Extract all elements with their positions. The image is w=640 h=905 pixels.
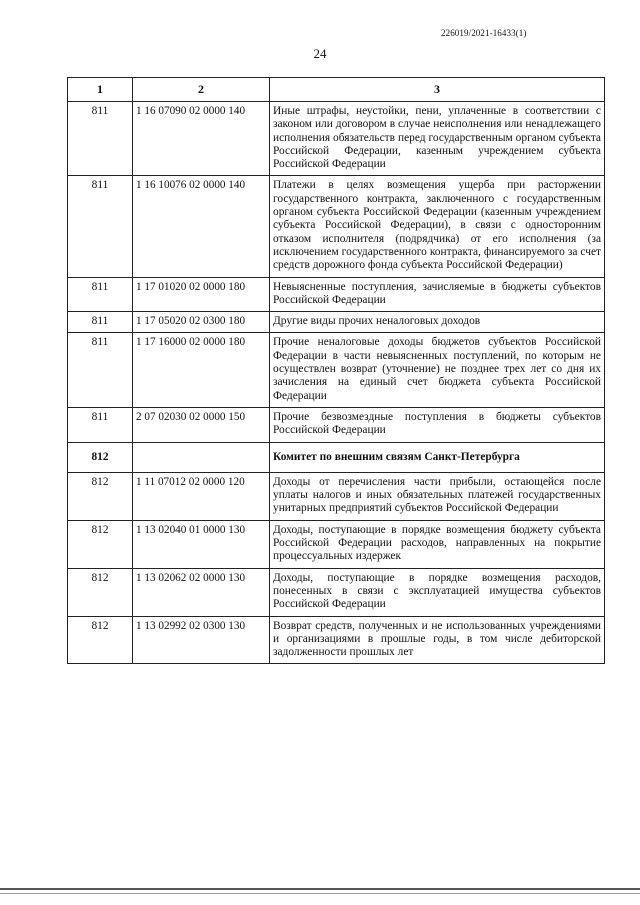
description-cell: Платежи в целях возмещения ущерба при расторжении государственного контракта, заключенного с государственным органом субъекта Российской Федерации (казенным учреждением субъекта Российской Федерации), в связи с односторонним отказом исполнителя (подрядчика) от его исполнения (за исключением государственного контракта, финансируемого за счет средств дорожного фонда субъекта Российской Федерации) (270, 176, 605, 277)
budget-code-cell: 2 07 02030 02 0000 150 (133, 407, 270, 442)
admin-code-cell: 812 (68, 520, 133, 568)
table-row (68, 472, 605, 520)
table-body (68, 102, 605, 664)
budget-code-cell: 1 17 16000 02 0000 180 (133, 333, 270, 407)
table-row (68, 333, 605, 407)
table-header-row (68, 78, 605, 102)
budget-code-cell: 1 11 07012 02 0000 120 (133, 472, 270, 520)
description-cell: Прочие безвозмездные поступления в бюджеты субъектов Российской Федерации (270, 407, 605, 442)
table-section-row (68, 442, 605, 472)
table-row (68, 616, 605, 664)
description-cell: Другие виды прочих неналоговых доходов (270, 312, 605, 333)
admin-code-cell: 811 (68, 176, 133, 277)
description-cell: Доходы, поступающие в порядке возмещения бюджету субъекта Российской Федерации расходов, направленных на покрытие процессуальных издержек (270, 520, 605, 568)
revenue-codes-table (67, 77, 605, 664)
footer-rule (0, 888, 640, 890)
admin-code-cell: 811 (68, 407, 133, 442)
admin-code-cell: 812 (68, 616, 133, 664)
table-row (68, 520, 605, 568)
budget-code-cell: 1 16 10076 02 0000 140 (133, 176, 270, 277)
column-header-3: 3 (270, 78, 605, 102)
budget-code-cell: 1 17 05020 02 0300 180 (133, 312, 270, 333)
budget-code-cell: 1 13 02040 01 0000 130 (133, 520, 270, 568)
budget-code-cell: 1 13 02992 02 0300 130 (133, 616, 270, 664)
admin-code-cell: 811 (68, 312, 133, 333)
column-header-2: 2 (133, 78, 270, 102)
description-cell: Доходы, поступающие в порядке возмещения расходов, понесенных в связи с эксплуатацией имущества субъектов Российской Федерации (270, 568, 605, 616)
admin-code-cell: 812 (68, 568, 133, 616)
description-cell: Невыясненные поступления, зачисляемые в бюджеты субъектов Российской Федерации (270, 277, 605, 312)
footer-rule-thin (0, 893, 640, 894)
admin-code-cell: 812 (68, 442, 133, 472)
budget-code-cell (133, 442, 270, 472)
admin-code-cell: 811 (68, 333, 133, 407)
column-header-1: 1 (68, 78, 133, 102)
page-number: 24 (313, 46, 327, 61)
budget-code-cell: 1 16 07090 02 0000 140 (133, 102, 270, 176)
budget-code-cell: 1 17 01020 02 0000 180 (133, 277, 270, 312)
table-row (68, 277, 605, 312)
admin-code-cell: 811 (68, 102, 133, 176)
description-cell: Возврат средств, полученных и не использованных учреждениями и организациями в прошлые годы, в том числе дебиторской задолженности прошлых лет (270, 616, 605, 664)
document-number: 226019/2021-16433(1) (441, 28, 527, 38)
table-row (68, 407, 605, 442)
table-row (68, 568, 605, 616)
description-cell: Доходы от перечисления части прибыли, остающейся после уплаты налогов и иных обязательных платежей государственных унитарных предприятий субъектов Российской Федерации (270, 472, 605, 520)
description-cell: Комитет по внешним связям Санкт-Петербурга (270, 442, 605, 472)
table-row (68, 176, 605, 277)
budget-code-cell: 1 13 02062 02 0000 130 (133, 568, 270, 616)
description-cell: Иные штрафы, неустойки, пени, уплаченные в соответствии с законом или договором в случае неисполнения или ненадлежащего исполнения обязательств перед государственным органом субъекта Российской Федерации, казенным учреждением субъекта Российской Федерации (270, 102, 605, 176)
table-row (68, 102, 605, 176)
description-cell: Прочие неналоговые доходы бюджетов субъектов Российской Федерации в части невыясненных поступлений, по которым не осуществлен возврат (уточнение) не позднее трех лет со дня их зачисления на единый счет бюджета субъекта Российской Федерации (270, 333, 605, 407)
admin-code-cell: 811 (68, 277, 133, 312)
table-row (68, 312, 605, 333)
admin-code-cell: 812 (68, 472, 133, 520)
